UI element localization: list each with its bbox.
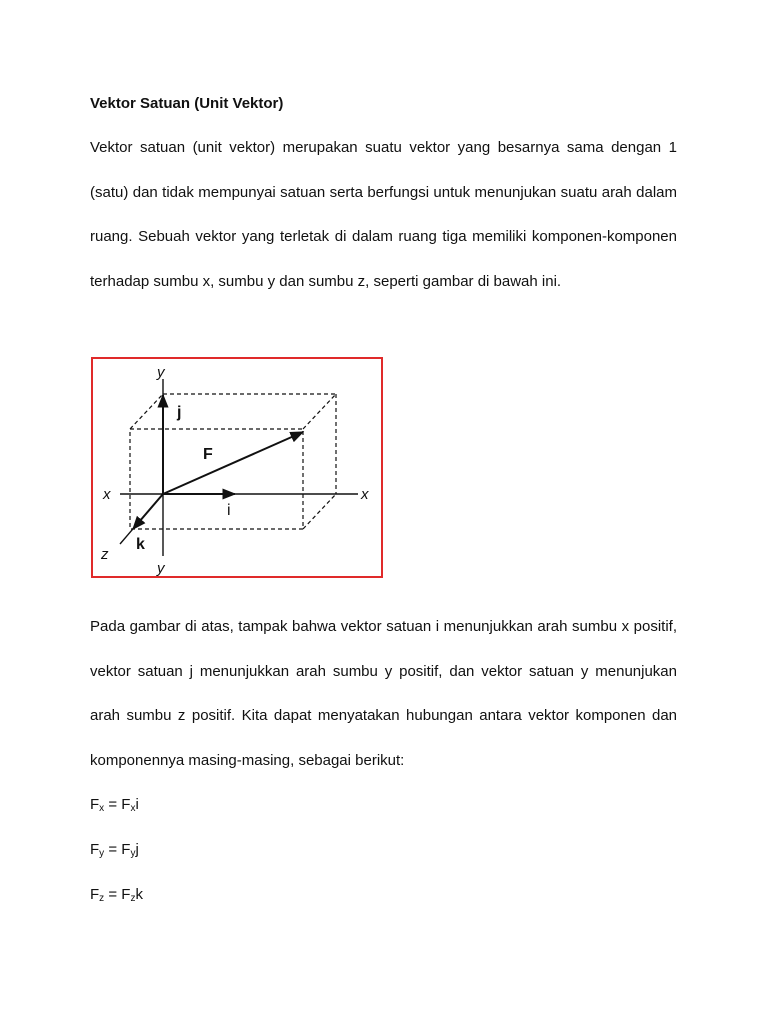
equation-fz <box>90 886 143 904</box>
vector-F <box>163 432 303 494</box>
eq-rhs-sub: x <box>130 803 136 814</box>
section-title: Vektor Satuan (Unit Vektor) <box>90 95 284 112</box>
eq-lhs-sub: z <box>99 893 105 904</box>
eq-rhs-base: F <box>121 841 131 858</box>
vector-figure <box>91 357 383 578</box>
eq-unit-vector: j <box>135 841 139 858</box>
eq-equals: = <box>104 886 122 903</box>
unit-vector-k <box>133 494 163 529</box>
eq-rhs-base: F <box>121 886 131 903</box>
eq-unit-vector: k <box>135 886 143 903</box>
eq-lhs-sub: x <box>99 803 105 814</box>
eq-lhs-base: F <box>90 886 100 903</box>
label-k: k <box>136 536 145 553</box>
eq-rhs-base: F <box>121 796 131 813</box>
eq-unit-vector: i <box>135 796 139 813</box>
eq-equals: = <box>104 796 122 813</box>
eq-equals: = <box>104 841 122 858</box>
box-edge-top-left <box>130 394 163 429</box>
eq-lhs-base: F <box>90 796 100 813</box>
box-edge-top-right <box>303 394 336 429</box>
equation-fy <box>90 841 139 859</box>
x-axis-right-label: x <box>361 486 369 503</box>
y-axis-top-label: y <box>157 364 165 381</box>
box-edge-bottom-right <box>303 494 336 529</box>
equation-fx <box>90 796 139 814</box>
intro-paragraph: Vektor satuan (unit vektor) merupakan suatu vektor yang besarnya sama dengan 1 (satu) dan tidak mempunyai satuan serta berfungsi untuk menunjukan suatu arah dalam ruang. Sebuah vektor yang terletak di dalam ruang tiga memiliki komponen-komponen terhadap sumbu x, sumbu y dan sumbu z, seperti gambar di bawah ini. <box>90 139 677 290</box>
unit-vector-diagram <box>93 359 381 576</box>
explanation-paragraph: Pada gambar di atas, tampak bahwa vektor satuan i menunjukkan arah sumbu x positif, vektor satuan j menunjukkan arah sumbu y positif, dan vektor satuan y menunjukan arah sumbu z positif. Kita dapat menyatakan hubungan antara vektor komponen dan komponennya masing-masing, sebagai berikut: <box>90 618 677 769</box>
eq-lhs-base: F <box>90 841 100 858</box>
x-axis-left-label: x <box>103 486 111 503</box>
eq-lhs-sub: y <box>99 848 105 859</box>
z-axis-label: z <box>101 546 109 563</box>
label-i: i <box>227 502 231 519</box>
y-axis-bottom-label: y <box>157 560 165 576</box>
dashed-box <box>130 394 336 529</box>
eq-rhs-sub: y <box>130 848 136 859</box>
eq-rhs-sub: z <box>130 893 136 904</box>
label-F: F <box>203 446 213 463</box>
label-j: j <box>177 404 182 421</box>
